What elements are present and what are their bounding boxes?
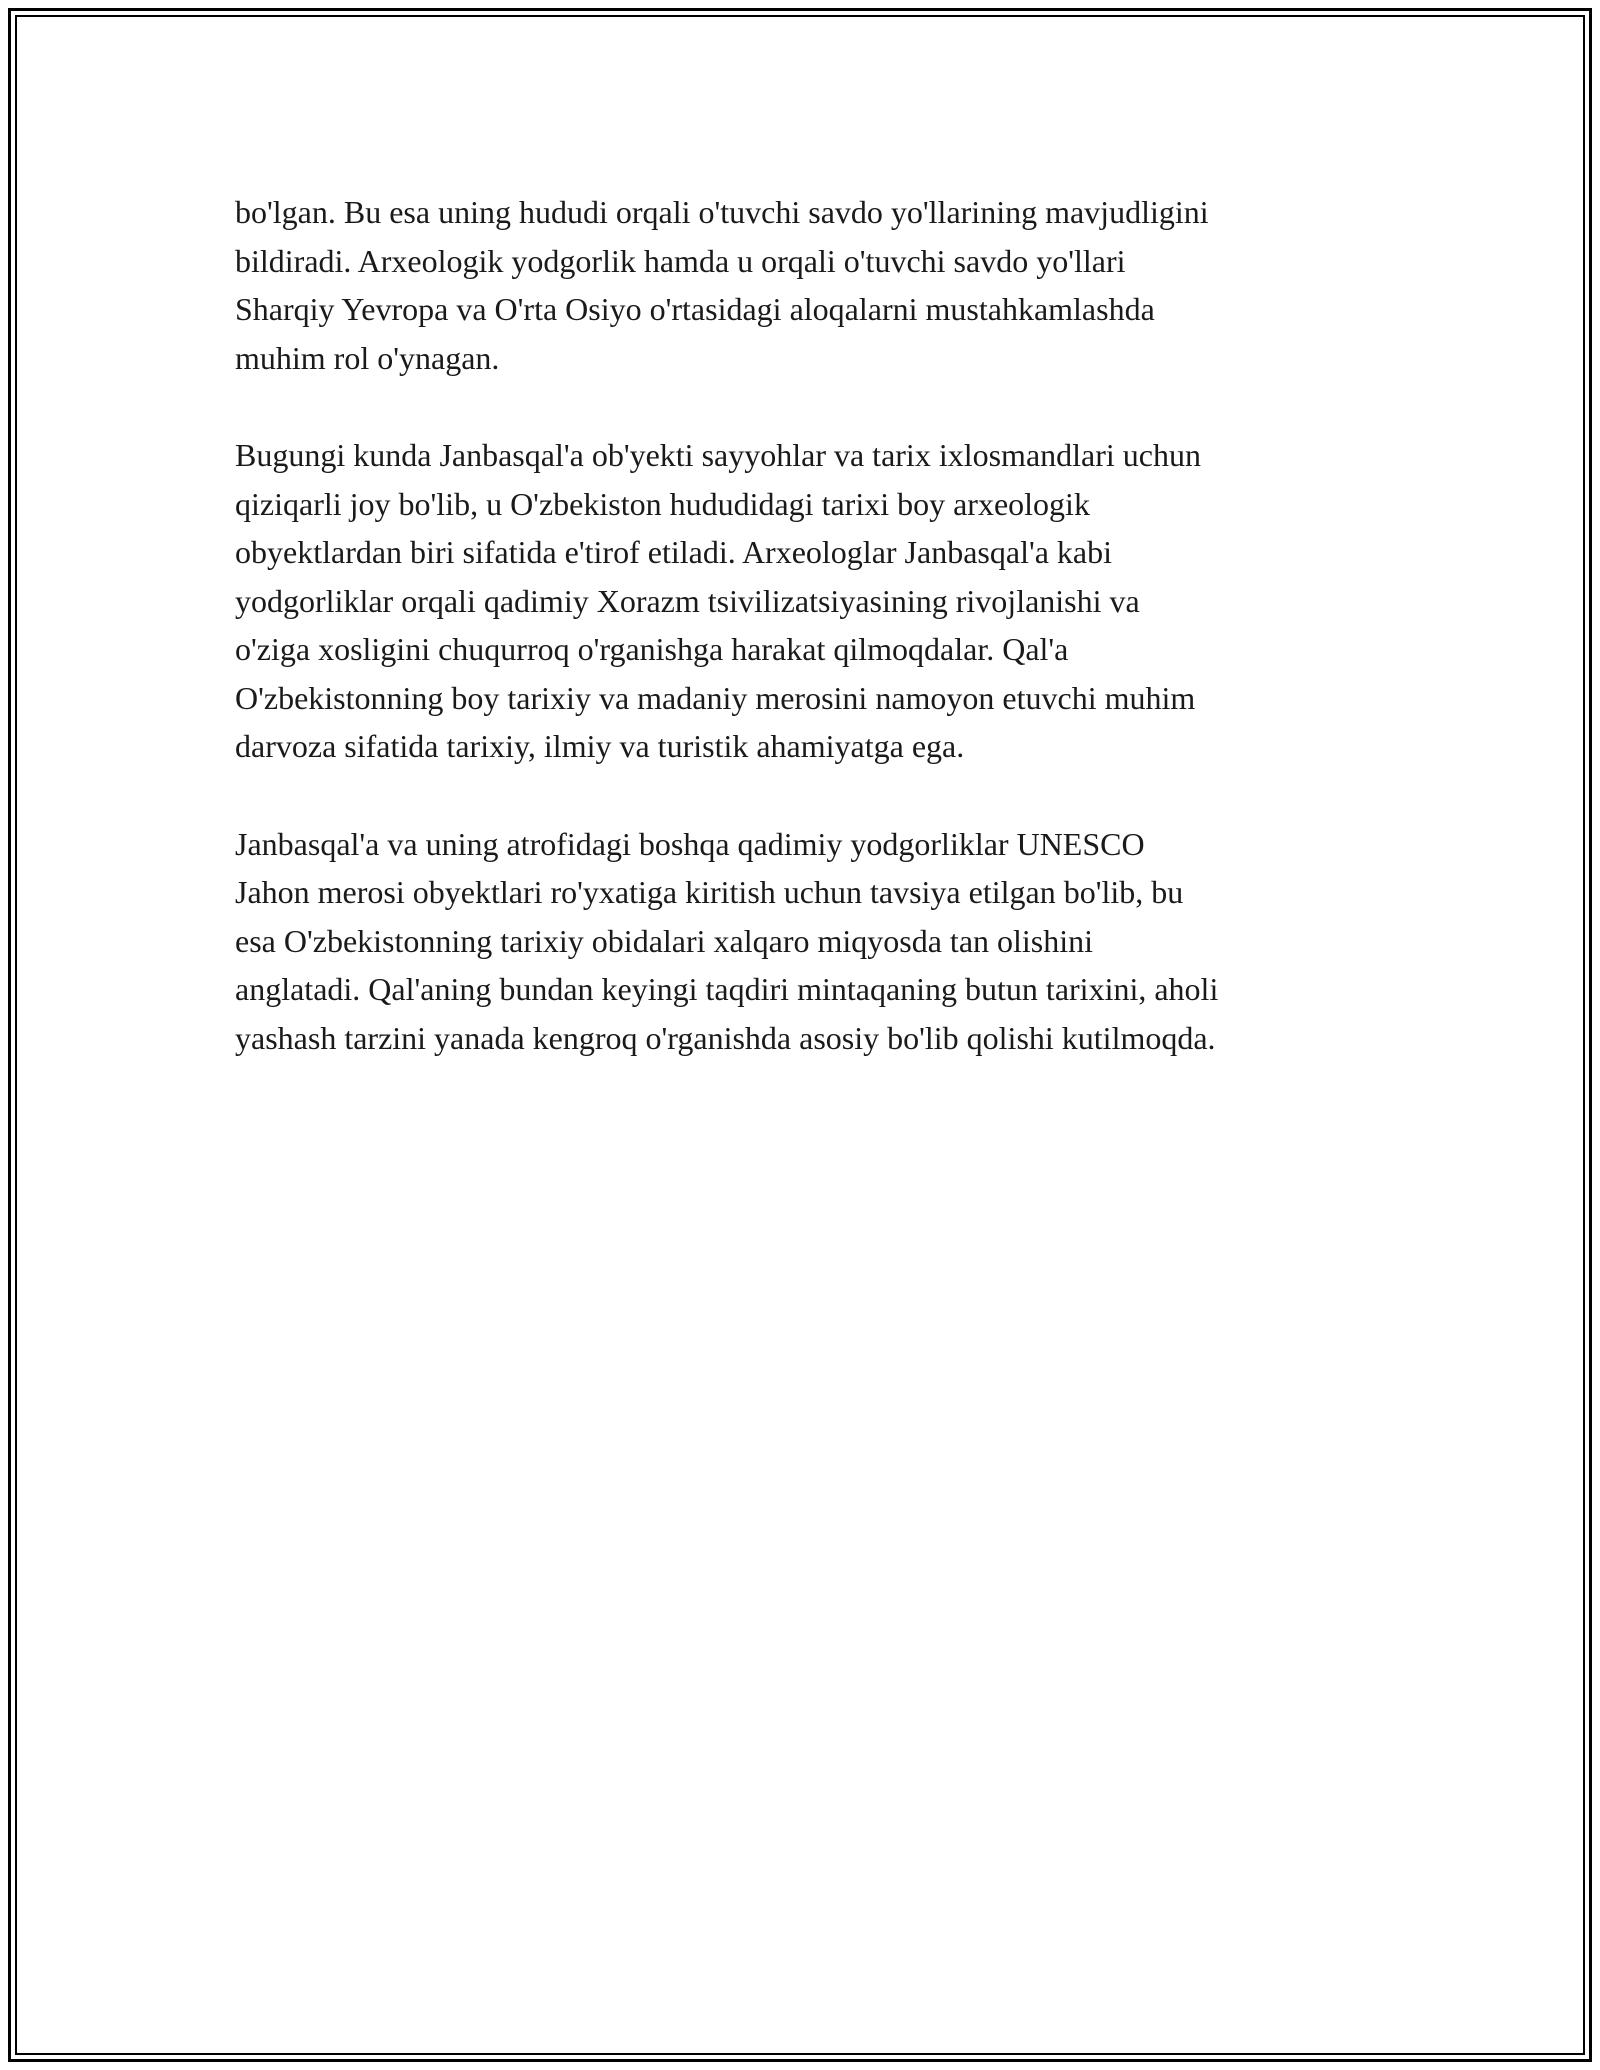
text-line: Janbasqal'a va uning atrofidagi boshqa qadimiy yodgorliklar UNESCO (235, 825, 1145, 862)
text-line: O'zbekistonning boy tarixiy va madaniy merosini namoyon etuvchi muhim (235, 679, 1196, 716)
text-line: obyektlardan biri sifatida e'tirof etiladi. Arxeologlar Janbasqal'a kabi (235, 534, 1113, 570)
paragraph-1 (235, 188, 1385, 382)
text-line: muhim rol o'ynagan. (235, 339, 500, 376)
paragraph-3 (235, 820, 1385, 1063)
text-line: bo'lgan. Bu esa uning hududi orqali o'tuvchi savdo yo'llarining mavjudligini (235, 194, 1209, 230)
document-body (235, 188, 1385, 1111)
text-line: yashash tarzini yanada kengroq o'rganishda asosiy bo'lib qolishi kutilmoqda. (235, 1019, 1216, 1056)
text-line: darvoza sifatida tarixiy, ilmiy va turistik ahamiyatga ega. (235, 728, 965, 764)
text-line: Bugungi kunda Janbasqal'a ob'yekti sayyohlar va tarix ixlosmandlari uchun (235, 437, 1201, 473)
text-line: Jahon merosi obyektlari ro'yxatiga kiritish uchun tavsiya etilgan bo'lib, bu (235, 874, 1184, 910)
text-line: esa O'zbekistonning tarixiy obidalari xalqaro miqyosda tan olishini (235, 922, 1094, 959)
paragraph-2 (235, 431, 1385, 771)
text-line: o'ziga xosligini chuqurroq o'rganishga harakat qilmoqdalar. Qal'a (235, 631, 1069, 667)
text-line: qiziqarli joy bo'lib, u O'zbekiston hududidagi tarixi boy arxeologik (235, 485, 1090, 522)
text-line: Sharqiy Yevropa va O'rta Osiyo o'rtasidagi aloqalarni mustahkamlashda (235, 291, 1155, 327)
text-line: anglatadi. Qal'aning bundan keyingi taqdiri mintaqaning butun tarixini, aholi (235, 971, 1219, 1007)
text-line: yodgorliklar orqali qadimiy Xorazm tsivilizatsiyasining rivojlanishi va (235, 582, 1140, 619)
text-line: bildiradi. Arxeologik yodgorlik hamda u orqali o'tuvchi savdo yo'llari (235, 242, 1126, 279)
